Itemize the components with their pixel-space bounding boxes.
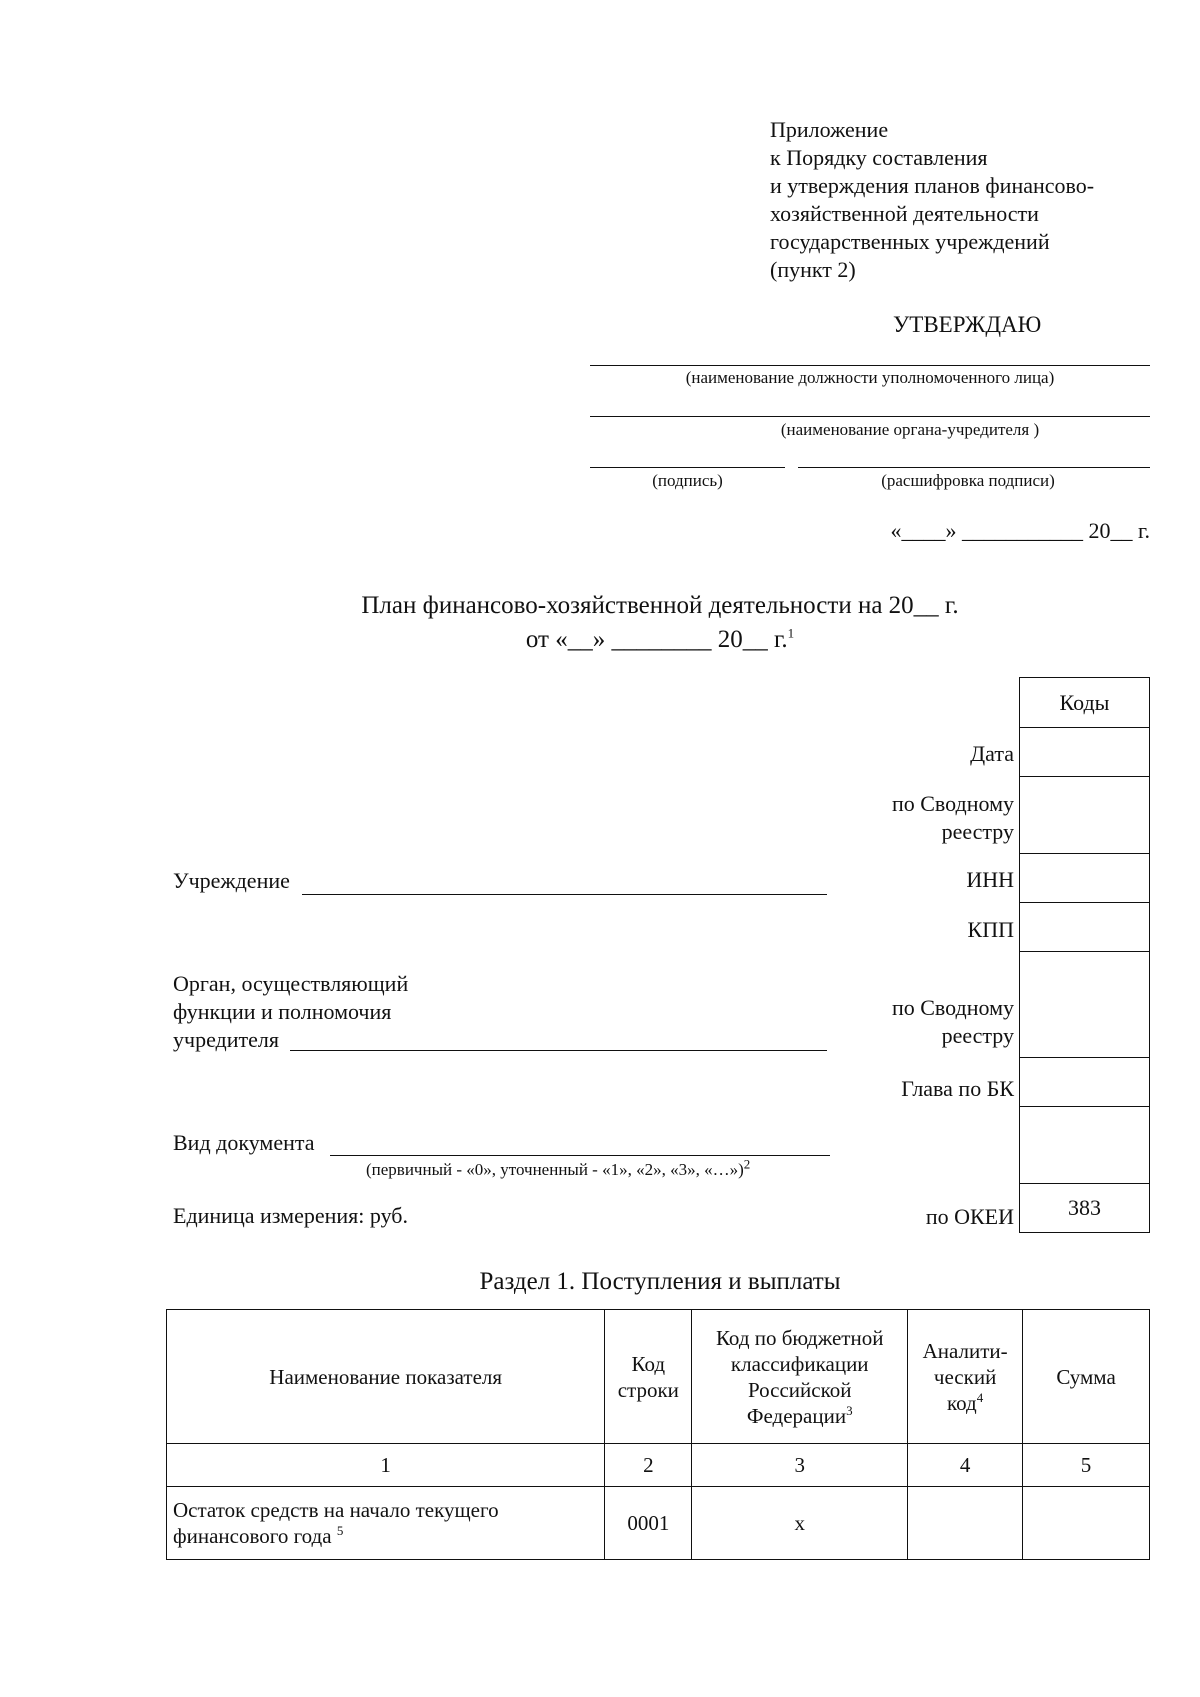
code-cell-registry [1020,777,1150,854]
code-cell-glava [1020,1058,1150,1107]
code-cell-date [1020,728,1150,777]
decoding-line [798,467,1150,468]
position-caption: (наименование должности уполномоченного лица) [685,368,1055,387]
appendix-line: государственных учреждений [770,229,1050,254]
appendix-line: (пункт 2) [770,257,856,282]
column-number: 3 [692,1444,908,1487]
code-cell-founder-registry [1020,952,1150,1058]
codes-table [1019,677,1150,1233]
label-registry-1: по Сводному реестру [891,791,1014,844]
row-analytic-code[interactable] [908,1487,1023,1560]
appendix-line: хозяйственной деятельности [770,201,1039,226]
code-cell-okei: 383 [1020,1184,1150,1233]
header-row-code: Код строки [605,1310,692,1444]
founder-field-line[interactable] [290,1050,827,1051]
label-okei: по ОКЕИ [925,1204,1014,1229]
row-name: Остаток средств на начало текущего финансового года $^5$ [167,1487,605,1560]
row-budget-code: x [692,1487,908,1560]
label-kpp: КПП [967,917,1014,942]
section1-table [166,1309,1150,1560]
doc-type-label: Вид документа [173,1130,315,1155]
approval-date: «____» ___________ 20__ г. [890,518,1150,543]
approve-heading: УТВЕРЖДАЮ [893,312,1042,337]
header-budget-code: Код по бюджетной классификации Российской Федерации$^3$ [692,1310,908,1444]
column-numbers-row [167,1444,1150,1487]
doc-type-field-line[interactable] [330,1155,830,1156]
appendix-line: и утверждения планов финансово- [770,173,1095,198]
footnote-marker: 1 [787,625,795,641]
position-line [590,365,1150,366]
label-glava: Глава по БК [901,1076,1014,1101]
code-cell-kpp [1020,903,1150,952]
row-code: 0001 [605,1487,692,1560]
decoding-caption: (расшифровка подписи) [881,471,1055,490]
label-inn: ИНН [966,867,1014,892]
section-title: Раздел 1. Поступления и выплаты [479,1268,841,1295]
column-number: 4 [908,1444,1023,1487]
founder-line [590,416,1150,417]
column-number: 5 [1023,1444,1150,1487]
institution-label: Учреждение [173,868,290,893]
header-analytic-code: Аналити- ческий код$^4$ [908,1310,1023,1444]
header-name: Наименование показателя [167,1310,605,1444]
table-row [167,1487,1150,1560]
row-sum[interactable] [1023,1487,1150,1560]
code-cell-doc-type [1020,1107,1150,1184]
header-sum: Сумма [1023,1310,1150,1444]
unit-label: Единица измерения: руб. [173,1203,408,1228]
code-cell-inn [1020,854,1150,903]
signature-caption: (подпись) [652,471,723,490]
appendix-line: к Порядку составления [770,145,988,170]
appendix-block [770,116,1094,284]
plan-title: План финансово-хозяйственной деятельности на 20__ г. [361,592,959,619]
signature-line [590,467,785,468]
institution-field-line[interactable] [302,894,827,895]
founder-caption: (наименование органа-учредителя ) [780,420,1040,439]
codes-header: Коды [1020,678,1150,728]
appendix-line: Приложение [770,117,889,142]
column-number: 2 [605,1444,692,1487]
header-row [167,1310,1150,1444]
doc-type-caption: (первичный - «0», уточненный - «1», «2», «3», «…»)$^2$ [366,1156,751,1179]
founder-label: Орган, осуществляющий функции и полномочия учредителя [173,971,409,1052]
label-registry-2: по Сводному реестру [891,995,1014,1048]
plan-title-date: от «__» ________ 20__ г.$^1$ [525,625,795,653]
label-date: Дата [970,741,1014,766]
column-number: 1 [167,1444,605,1487]
